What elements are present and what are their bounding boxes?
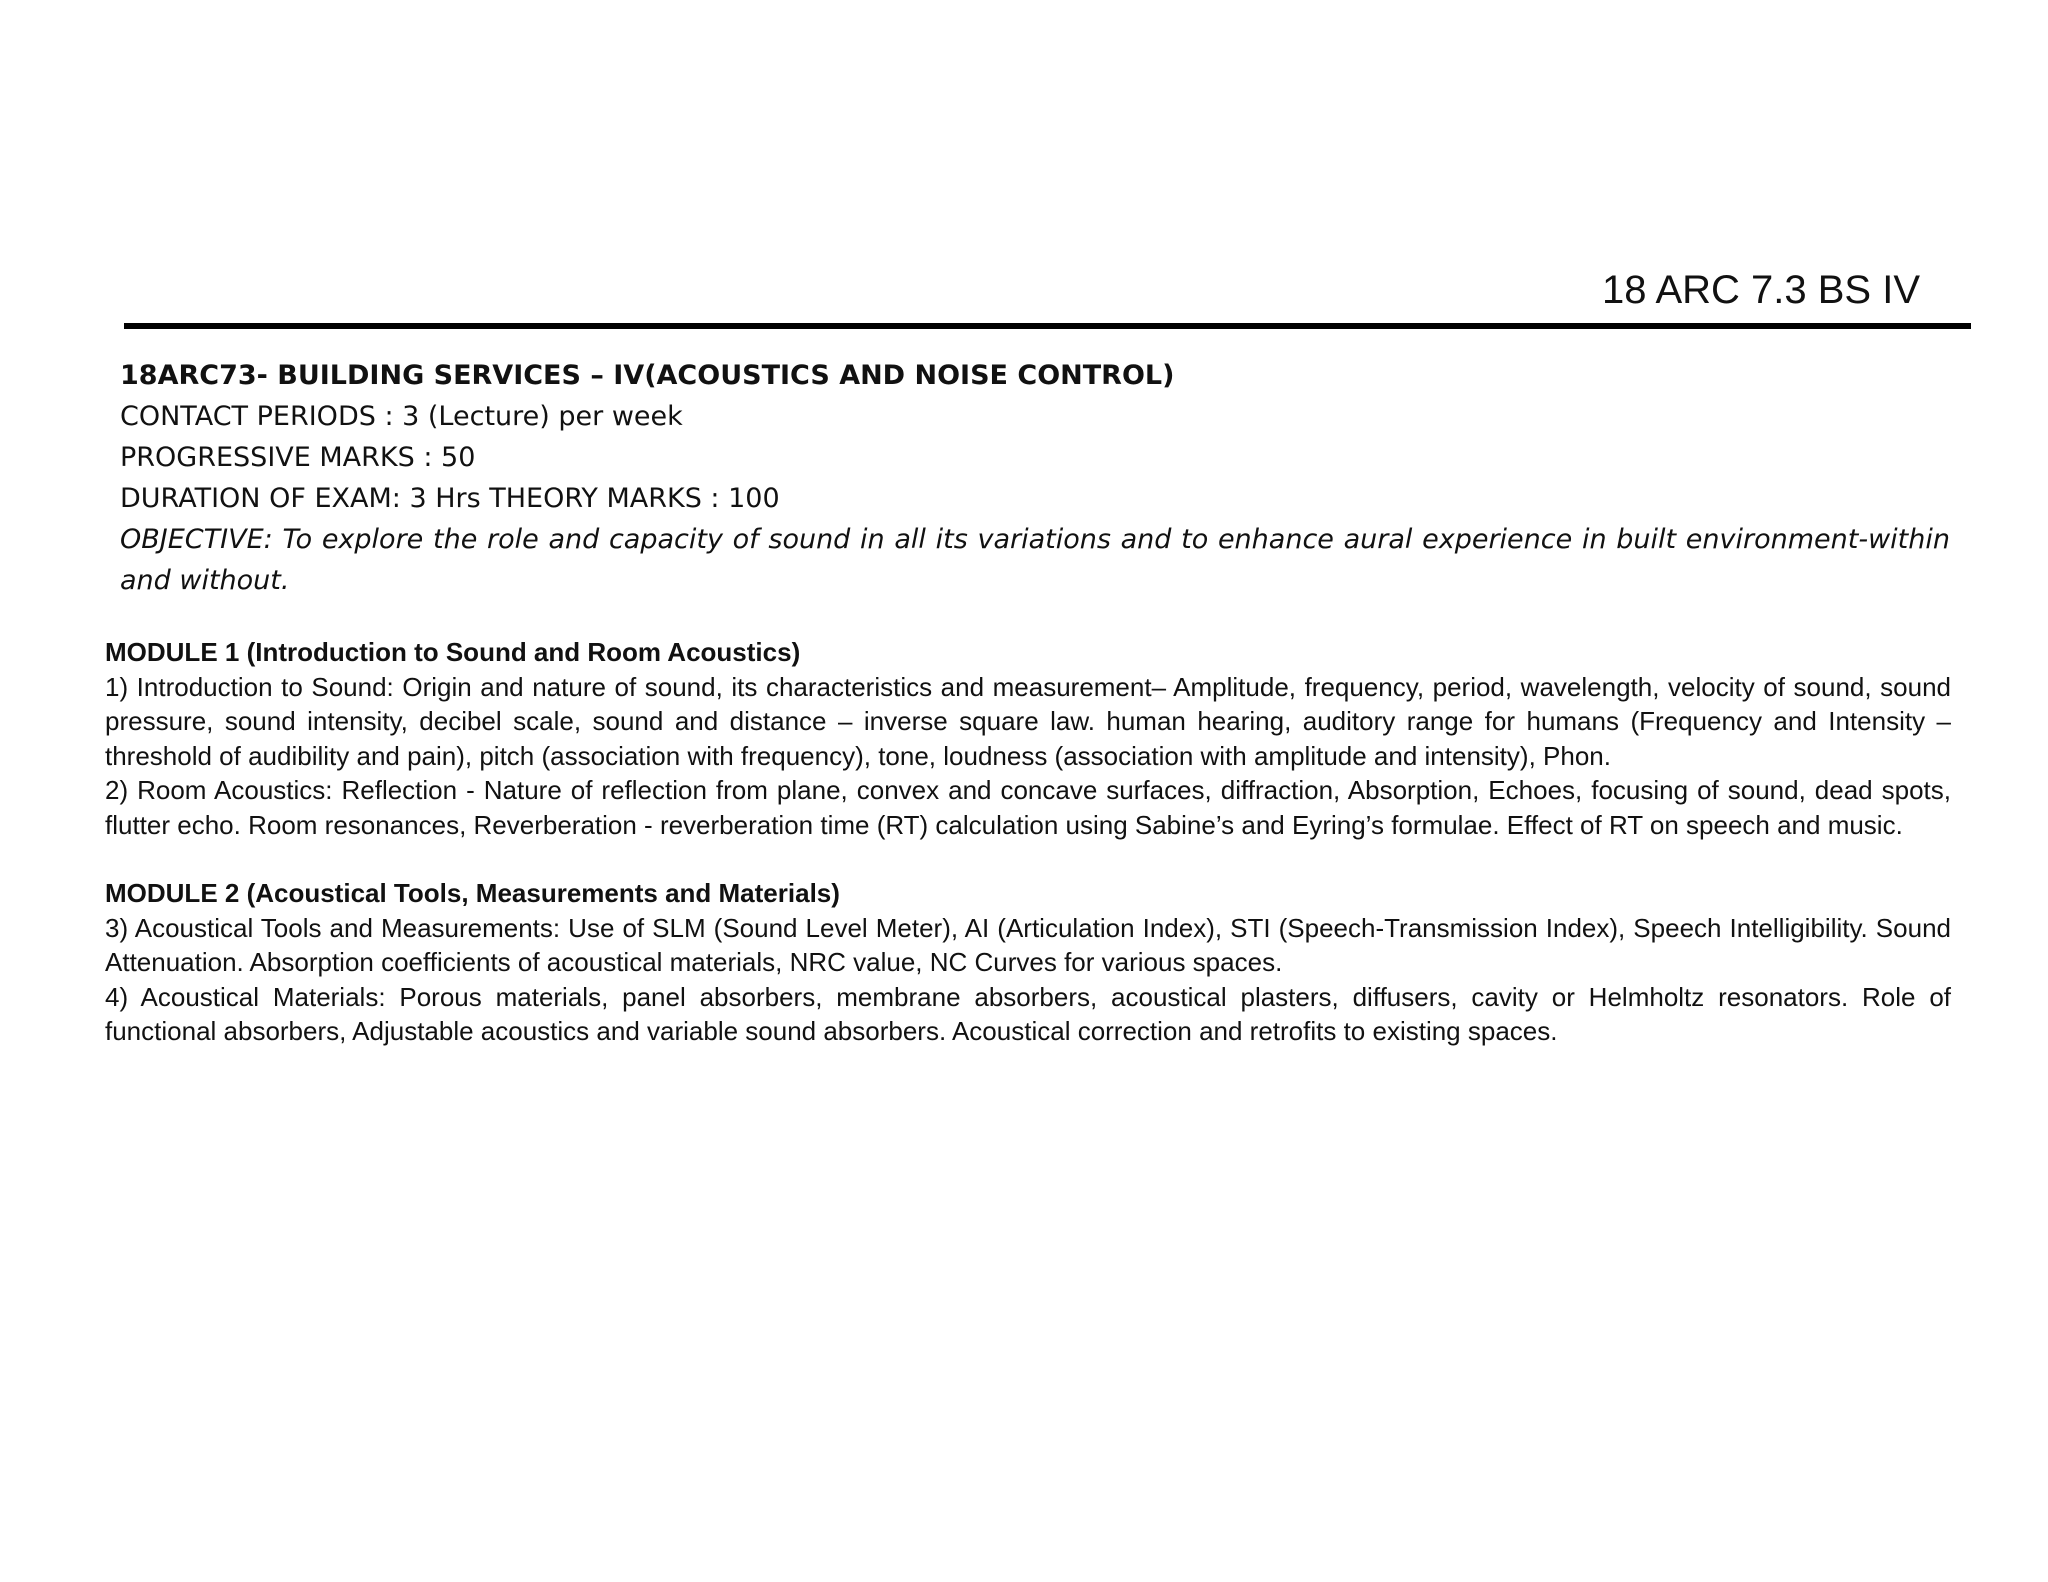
header-rule	[124, 323, 1971, 329]
modules-section	[105, 635, 1951, 1083]
page-code: 18 ARC 7.3 BS IV	[1602, 268, 1920, 312]
module-paragraph: 2) Room Acoustics: Reflection - Nature of reflection from plane, convex and concave surfaces, diffraction, Absorption, Echoes, focusing of sound, dead spots, flutter echo. Room resonances, Reverberation - reverberation time (RT) calculation using Sabine’s and Eyring’s formulae. Effect of RT on speech and music.	[105, 775, 1951, 840]
module-2	[105, 876, 1951, 1049]
module-heading: MODULE 2 (Acoustical Tools, Measurements and Materials)	[105, 878, 840, 908]
contact-periods: CONTACT PERIODS : 3 (Lecture) per week	[120, 401, 683, 432]
progressive-marks: PROGRESSIVE MARKS : 50	[120, 442, 476, 473]
module-heading: MODULE 1 (Introduction to Sound and Room Acoustics)	[105, 637, 801, 667]
course-info	[120, 355, 1950, 601]
course-title: 18ARC73- BUILDING SERVICES – IV(ACOUSTICS AND NOISE CONTROL)	[120, 360, 1175, 391]
module-paragraph: 4) Acoustical Materials: Porous materials, panel absorbers, membrane absorbers, acoustical plasters, diffusers, cavity or Helmholtz resonators. Role of functional absorbers, Adjustable acoustics and variable sound absorbers. Acoustical correction and retrofits to existing spaces.	[105, 981, 1951, 1046]
module-paragraph: 1) Introduction to Sound: Origin and nature of sound, its characteristics and measurement– Amplitude, frequency, period, wavelength, velocity of sound, sound pressure, sound intensity, decibel scale, sound and distance – inverse square law. human hearing, auditory range for humans (Frequency and Intensity – threshold of audibility and pain), pitch (association with frequency), tone, loudness (association with amplitude and intensity), Phon.	[105, 671, 1951, 771]
exam-duration: DURATION OF EXAM: 3 Hrs THEORY MARKS : 100	[120, 483, 780, 514]
objective: OBJECTIVE: To explore the role and capacity of sound in all its variations and to enhance aural experience in built environment-within and without.	[120, 524, 1950, 596]
module-1	[105, 635, 1951, 842]
module-paragraph: 3) Acoustical Tools and Measurements: Use of SLM (Sound Level Meter), AI (Articulation Index), STI (Speech-Transmission Index), Speech Intelligibility. Sound Attenuation. Absorption coefficients of acoustical materials, NRC value, NC Curves for various spaces.	[105, 912, 1951, 977]
